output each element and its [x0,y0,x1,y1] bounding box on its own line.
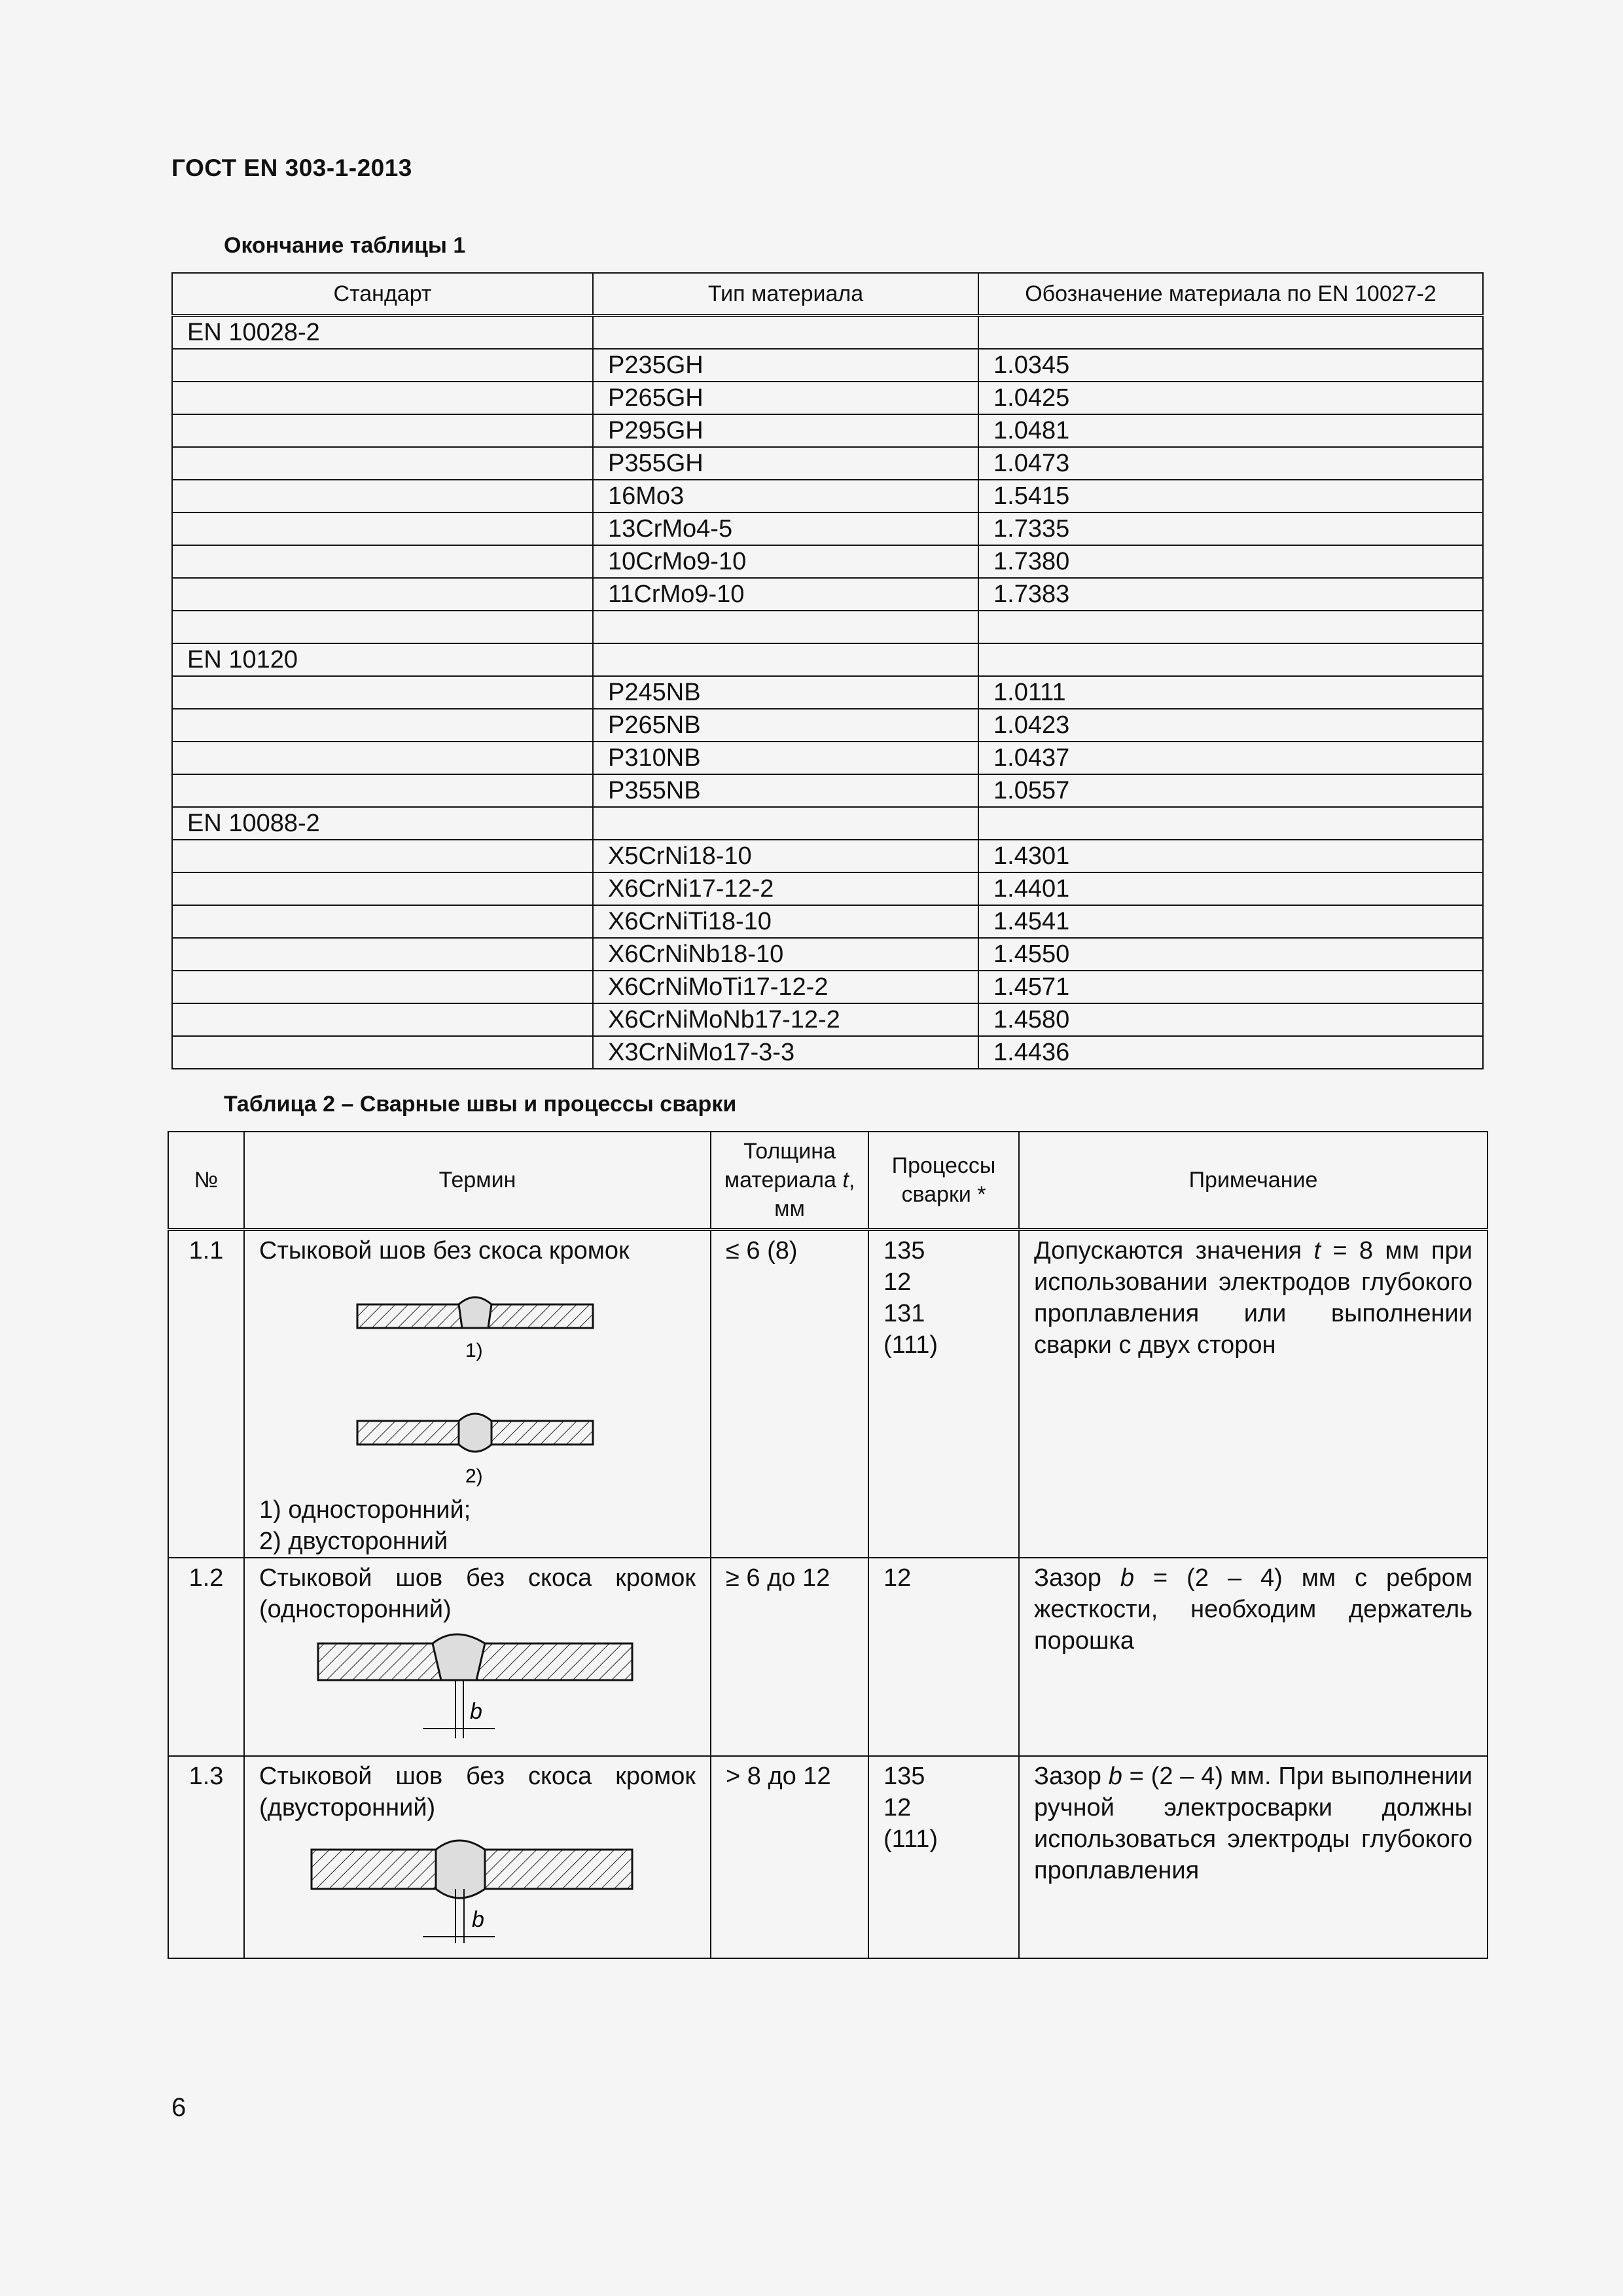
cell-material-designation: 1.0111 [978,676,1483,709]
cell-material-designation: 1.4436 [978,1036,1483,1069]
cell-material-designation: 1.4580 [978,1003,1483,1036]
cell-material-designation: 1.7383 [978,578,1483,611]
cell-standard: EN 10120 [172,643,593,676]
table-row [172,447,1483,480]
variant-two-sided: 2) двусторонний [259,1528,448,1555]
table-row [172,872,1483,905]
cell-standard [172,971,593,1003]
materials-table [171,272,1484,1069]
cell-material-designation [978,643,1483,676]
row-term: Стыковой шов без скоса кромок (односторонний) b [244,1558,711,1756]
cell-standard [172,872,593,905]
header-material-designation: Обозначение материала по EN 10027-2 [978,273,1483,315]
gap-label: b [470,1699,482,1724]
cell-material-type [593,315,978,349]
row-number: 1.2 [168,1558,244,1756]
cell-standard [172,742,593,774]
cell-standard [172,578,593,611]
row-term: Стыковой шов без скоса кромок 1) 2) 1) односторонний; 2) двусторонний [244,1230,711,1558]
cell-material-designation: 1.5415 [978,480,1483,512]
table-row [172,840,1483,872]
document-header: ГОСТ EN 303-1-2013 [171,154,412,181]
header-thickness: Толщина материала t, мм [711,1132,868,1230]
one-sided-weld-diagram [259,1630,691,1742]
cell-material-designation: 1.0481 [978,414,1483,447]
cell-material-type [593,807,978,840]
cell-standard: EN 10088-2 [172,807,593,840]
row-processes: 135 12 131 (111) [868,1230,1019,1558]
table-row [168,1558,1488,1756]
header-material-type: Тип материала [593,273,978,315]
header-standard: Стандарт [172,273,593,315]
table-row [172,545,1483,578]
cell-standard [172,840,593,872]
cell-material-designation: 1.0557 [978,774,1483,807]
cell-material-type: X6CrNiMoNb17-12-2 [593,1003,978,1036]
table-row [172,349,1483,382]
cell-material-designation: 1.4401 [978,872,1483,905]
cell-material-designation: 1.0437 [978,742,1483,774]
table-row [172,971,1483,1003]
cell-standard [172,774,593,807]
cell-material-type: P310NB [593,742,978,774]
header-processes: Процессы сварки * [868,1132,1019,1230]
cell-material-designation: 1.0425 [978,382,1483,414]
table-row [172,611,1483,643]
cell-standard [172,938,593,971]
cell-material-type: P295GH [593,414,978,447]
table-row [172,382,1483,414]
table-row [172,709,1483,742]
cell-standard [172,611,593,643]
table2-caption: Таблица 2 – Сварные швы и процессы сварки [224,1092,737,1117]
row-thickness: ≤ 6 (8) [711,1230,868,1558]
table-row [172,938,1483,971]
cell-material-designation: 1.0345 [978,349,1483,382]
cell-material-type: P265GH [593,382,978,414]
cell-material-type [593,643,978,676]
table-header-row [172,273,1483,315]
figure-label-1: 1) [465,1340,483,1361]
table1-caption: Окончание таблицы 1 [224,233,466,258]
table-row [172,1036,1483,1069]
cell-material-type: P235GH [593,349,978,382]
cell-standard [172,1003,593,1036]
row-thickness: ≥ 6 до 12 [711,1558,868,1756]
row-number: 1.1 [168,1230,244,1558]
page-number: 6 [171,2093,187,2122]
row-note: Допускаются значения t = 8 мм при использовании электродов глубокого проплавления или выполнении сварки с двух сторон [1019,1230,1488,1558]
row-note: Зазор b = (2 – 4) мм. При выполнении ручной электросварки должны использоваться электроды глубокого проплавления [1019,1756,1488,1958]
table-row [168,1756,1488,1958]
cell-material-designation: 1.4550 [978,938,1483,971]
cell-standard: EN 10028-2 [172,315,593,349]
table-row [172,905,1483,938]
cell-material-type: 11CrMo9-10 [593,578,978,611]
two-sided-weld-diagram [259,1829,691,1946]
cell-material-type: 13CrMo4-5 [593,512,978,545]
header-note: Примечание [1019,1132,1488,1230]
cell-material-type [593,611,978,643]
cell-material-type: P355NB [593,774,978,807]
cell-material-designation: 1.4301 [978,840,1483,872]
row-term: Стыковой шов без скоса кромок (двусторонний) b [244,1756,711,1958]
cell-material-type: X3CrNiMo17-3-3 [593,1036,978,1069]
cell-material-designation [978,315,1483,349]
table-header-row [168,1132,1488,1230]
table-row [172,512,1483,545]
table-row [172,742,1483,774]
cell-material-designation [978,611,1483,643]
cell-standard [172,512,593,545]
row-processes: 135 12 (111) [868,1756,1019,1958]
table-row [172,1003,1483,1036]
table-row [172,807,1483,840]
cell-material-designation: 1.7335 [978,512,1483,545]
table-row [172,643,1483,676]
cell-material-type: X6CrNiTi18-10 [593,905,978,938]
cell-standard [172,382,593,414]
header-number: № [168,1132,244,1230]
row-number: 1.3 [168,1756,244,1958]
cell-material-designation: 1.4571 [978,971,1483,1003]
cell-standard [172,480,593,512]
cell-standard [172,709,593,742]
table-row [172,414,1483,447]
cell-material-type: X5CrNi18-10 [593,840,978,872]
cell-standard [172,905,593,938]
cell-material-designation: 1.0473 [978,447,1483,480]
cell-material-type: X6CrNiNb18-10 [593,938,978,971]
welds-table [168,1131,1488,1959]
table-row [172,315,1483,349]
row-processes: 12 [868,1558,1019,1756]
cell-material-type: 16Mo3 [593,480,978,512]
cell-standard [172,447,593,480]
variant-one-sided: 1) односторонний; [259,1496,471,1524]
cell-standard [172,676,593,709]
row-note: Зазор b = (2 – 4) мм с ребром жесткости, необходим держатель порошка [1019,1558,1488,1756]
butt-weld-diagram [259,1272,691,1494]
cell-standard [172,414,593,447]
cell-material-type: P355GH [593,447,978,480]
cell-material-type: P245NB [593,676,978,709]
table-row [172,676,1483,709]
cell-material-designation [978,807,1483,840]
cell-material-type: X6CrNiMoTi17-12-2 [593,971,978,1003]
table-row [172,774,1483,807]
row-thickness: > 8 до 12 [711,1756,868,1958]
cell-material-designation: 1.7380 [978,545,1483,578]
cell-material-type: 10CrMo9-10 [593,545,978,578]
cell-standard [172,349,593,382]
header-term: Термин [244,1132,711,1230]
table-row [172,578,1483,611]
cell-material-designation: 1.0423 [978,709,1483,742]
gap-label: b [472,1907,484,1932]
cell-material-designation: 1.4541 [978,905,1483,938]
cell-standard [172,545,593,578]
cell-material-type: P265NB [593,709,978,742]
figure-label-2: 2) [465,1465,483,1487]
table-row [172,480,1483,512]
table-row [168,1230,1488,1558]
cell-standard [172,1036,593,1069]
cell-material-type: X6CrNi17-12-2 [593,872,978,905]
